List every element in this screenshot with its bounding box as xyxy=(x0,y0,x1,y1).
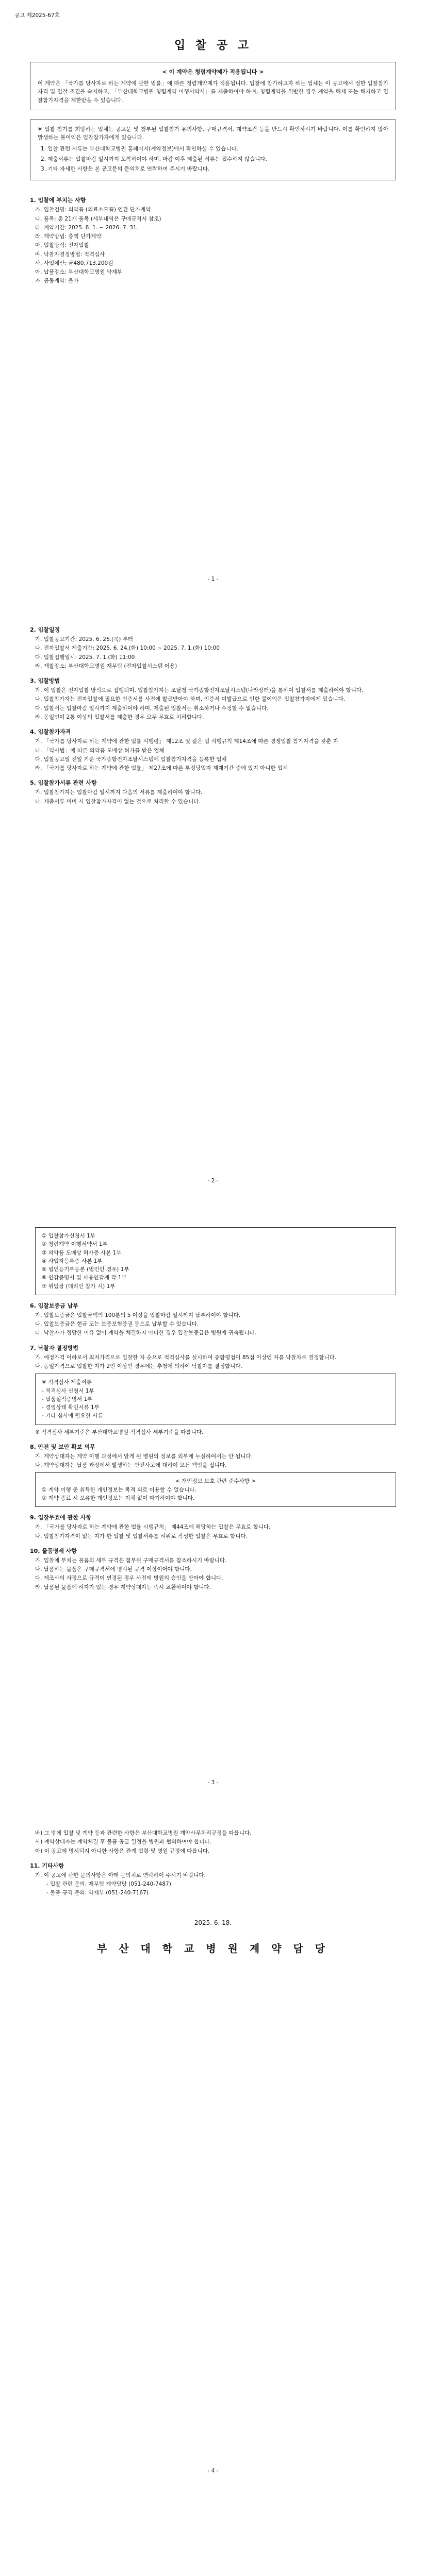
qualification-document-item: - 기타 심사에 필요한 서류 xyxy=(42,1413,103,1419)
section-2-heading: 2. 입찰일정 xyxy=(30,626,60,633)
section-7-item: 나. 동일가격으로 입찰한 자가 2인 이상인 경우에는 추첨에 의하여 낙찰자를 결정합니다. xyxy=(35,1363,242,1370)
section-8-item: 가. 계약상대자는 계약 이행 과정에서 알게 된 병원의 정보를 외부에 누설하여서는 안 됩니다. xyxy=(35,1453,253,1460)
section-9 xyxy=(30,1513,396,1540)
document-number: 공고 제2025-67호 xyxy=(14,12,60,19)
issuer-signature: 부 산 대 학 교 병 원 계 약 담 당 xyxy=(96,1942,330,1955)
section-1-item: 아. 납품장소: 부산대학교병원 약제부 xyxy=(35,269,123,276)
section-4-item: 가. 「국가를 당사자로 하는 계약에 관한 법률 시행령」 제12조 및 같은 법 시행규칙 제14조에 따른 경쟁입찰 참가자격을 갖춘 자 xyxy=(35,738,338,745)
info-item: 1. 입찰 관련 서류는 부산대학교병원 홈페이지(계약정보)에서 확인하실 수 있습니다. xyxy=(41,146,238,152)
section-5 xyxy=(30,778,396,806)
required-document-item: ④ 사업자등록증 사본 1부 xyxy=(42,1258,103,1264)
section-1-heading: 1. 입찰에 부치는 사항 xyxy=(30,197,86,204)
page-number: - 1 - xyxy=(207,575,219,582)
section-7 xyxy=(30,1344,396,1436)
required-document-item: ⑤ 법인등기부등본 (법인인 경우) 1부 xyxy=(42,1266,129,1273)
privacy-rule-item: ② 계약 종료 시 보유한 개인정보는 지체 없이 파기하여야 합니다. xyxy=(42,1495,195,1501)
section-3-item: 라. 동일인이 2통 이상의 입찰서를 제출한 경우 모두 무효로 처리합니다. xyxy=(35,714,204,720)
info-item: 2. 제출서류는 입찰마감 일시까지 도착하여야 하며, 마감 이후 제출된 서류는 접수하지 않습니다. xyxy=(41,156,267,162)
section-5-heading: 5. 입찰참가서류 관련 사항 xyxy=(30,779,97,787)
section-6-item: 다. 낙찰자가 정당한 이유 없이 계약을 체결하지 아니한 경우 입찰보증금은 병원에 귀속됩니다. xyxy=(35,1330,256,1336)
section-10-heading: 10. 물품명세 사항 xyxy=(30,1547,77,1554)
section-8-heading: 8. 안전 및 보안 확보 의무 xyxy=(30,1443,95,1450)
qualification-document-item: - 경영상태 확인서류 1부 xyxy=(42,1404,100,1411)
section-3 xyxy=(30,676,396,721)
document-page-3 xyxy=(0,1204,426,1805)
section-continued xyxy=(30,1829,396,1855)
bidding-info-box xyxy=(30,120,396,180)
required-document-item: ③ 의약품 도매상 허가증 사본 1부 xyxy=(42,1249,122,1256)
required-documents-box xyxy=(35,1227,396,1295)
document-page-2 xyxy=(0,602,426,1204)
integrity-notice-heading: < 이 계약은 청렴계약제가 적용됩니다 > xyxy=(162,69,264,76)
announcement-date: 2025. 6. 18. xyxy=(194,1919,232,1926)
section-10-item: 라. 납품된 물품에 하자가 있는 경우 계약상대자는 즉시 교환하여야 합니다. xyxy=(35,1584,211,1590)
page-number: - 2 - xyxy=(207,1177,219,1184)
qualification-document-item: - 적격심사 신청서 1부 xyxy=(42,1387,94,1394)
section-2-item: 다. 입찰집행일시: 2025. 7. 1.(화) 11:00 xyxy=(35,654,135,660)
section-6-item: 나. 입찰보증금은 현금 또는 보증보험증권 등으로 납부할 수 있습니다. xyxy=(35,1321,199,1328)
section-6-item: 가. 입찰보증금은 입찰금액의 100분의 5 이상을 입찰마감 일시까지 납부하여야 합니다. xyxy=(35,1312,241,1318)
section-3-heading: 3. 입찰방법 xyxy=(30,677,60,685)
section-1-item: 마. 입찰방식: 전자입찰 xyxy=(35,242,89,249)
section-9-item: 나. 입찰참가자격이 없는 자가 한 입찰 및 입찰서류를 허위로 작성한 입찰은 무효로 합니다. xyxy=(35,1533,248,1539)
section-9-heading: 9. 입찰무효에 관한 사항 xyxy=(30,1514,91,1521)
section-9-item: 가. 「국가를 당사자로 하는 계약에 관한 법률 시행규칙」 제44조에 해당하는 입찰은 무효로 합니다. xyxy=(35,1524,271,1531)
section-6-heading: 6. 입찰보증금 납부 xyxy=(30,1302,78,1309)
continued-item: 아) 이 공고에 명시되지 아니한 사항은 관계 법령 및 병원 규정에 따릅니다. xyxy=(35,1848,210,1854)
section-8-item: 나. 계약상대자는 납품 과정에서 발생하는 안전사고에 대하여 모든 책임을 집니다. xyxy=(35,1462,227,1469)
privacy-rule-item: < 개인정보 보호 관련 준수사항 > xyxy=(175,1478,256,1485)
integrity-notice-text: 이 계약은 「국가를 당사자로 하는 계약에 관한 법률」에 따른 청렴계약제가 적용됩니다. 입찰에 참가하고자 하는 업체는 이 공고에서 정한 입찰참가자격 및 입찰 조건을 숙지하고, 「부산대학교병원 청렴계약 이행서약서」를 제출하여야 하며, 청렴계약을 위반한 경우 계약을 해제 또는 해지하고 입찰참가자격을 제한받을 수 있습니다. xyxy=(38,80,388,104)
section-7-note: ※ 적격심사 세부기준은 부산대학교병원 적격심사 세부기준을 따릅니다. xyxy=(35,1429,204,1435)
section-7-heading: 7. 낙찰자 결정방법 xyxy=(30,1344,78,1351)
document-page-1 xyxy=(0,0,426,602)
page-number: - 3 - xyxy=(207,1779,219,1786)
section-4 xyxy=(30,727,396,772)
section-1-item: 바. 낙찰자결정방법: 적격심사 xyxy=(35,251,105,258)
qualification-document-item: ※ 적격심사 제출서류 xyxy=(42,1379,92,1386)
section-4-heading: 4. 입찰참가자격 xyxy=(30,728,71,736)
qualification-document-item: - 납품실적증명서 1부 xyxy=(42,1396,93,1402)
section-1-item: 나. 품목: 총 21개 품목 (세부내역은 구매규격서 참조) xyxy=(35,215,161,222)
section-2-item: 라. 개찰장소: 부산대학교병원 재무팀 (전자입찰시스템 이용) xyxy=(35,663,177,669)
continued-item: 바) 그 밖에 입찰 및 계약 등과 관련한 사항은 부산대학교병원 계약사무처리규정을 따릅니다. xyxy=(35,1830,252,1836)
section-7-item: 가. 예정가격 이하로서 최저가격으로 입찰한 자 순으로 적격심사를 실시하여 종합평점이 85점 이상인 자를 낙찰자로 결정합니다. xyxy=(35,1354,337,1361)
section-1 xyxy=(30,196,396,285)
bidding-info-text: ※ 입찰 참가를 희망하는 업체는 공고문 및 첨부된 입찰참가 유의사항, 구매규격서, 계약조건 등을 반드시 확인하시기 바랍니다. 이를 확인하지 않아 발생하는 불이익은 입찰참가자에게 있습니다. xyxy=(38,126,388,141)
section-2-item: 나. 전자입찰서 제출기간: 2025. 6. 24.(화) 10:00 ~ 2025. 7. 1.(화) 10:00 xyxy=(35,645,220,652)
required-document-item: ② 청렴계약 이행서약서 1부 xyxy=(42,1241,108,1248)
section-11-item: - 입찰 관련 문의: 재무팀 계약담당 (051-240-7487) xyxy=(46,1881,171,1888)
required-document-item: ⑦ 위임장 (대리인 참가 시) 1부 xyxy=(42,1283,116,1290)
privacy-rules-box xyxy=(35,1472,396,1507)
section-3-item: 나. 입찰참가자는 전자입찰에 필요한 인증서를 사전에 발급받아야 하며, 인증서 미발급으로 인한 불이익은 입찰참가자에게 있습니다. xyxy=(35,696,346,703)
section-1-item: 다. 계약기간: 2025. 8. 1. ~ 2026. 7. 31. xyxy=(35,224,138,231)
section-10 xyxy=(30,1547,396,1591)
section-6 xyxy=(30,1301,396,1337)
section-3-item: 다. 입찰서는 입찰마감 일시까지 제출하여야 하며, 제출된 입찰서는 취소하거나 수정할 수 없습니다. xyxy=(35,705,269,711)
section-4-item: 다. 입찰공고일 전일 기준 국가종합전자조달시스템에 입찰참가자격을 등록한 업체 xyxy=(35,756,227,762)
section-1-item: 사. 사업예산: 금480,713,200원 xyxy=(35,260,113,266)
section-4-item: 라. 「국가를 당사자로 하는 계약에 관한 법률」 제27조에 따른 부정당업자 제재기간 중에 있지 아니한 업체 xyxy=(35,765,288,772)
section-4-item: 나. 「약사법」에 따른 의약품 도매상 허가를 받은 업체 xyxy=(35,747,165,754)
info-item: 3. 기타 자세한 사항은 본 공고문의 문의처로 연락하여 주시기 바랍니다. xyxy=(41,166,210,172)
privacy-rule-item: ① 계약 이행 중 취득한 개인정보는 목적 외로 이용할 수 없습니다. xyxy=(42,1486,196,1493)
section-11-item: 가. 이 공고에 관한 문의사항은 아래 문의처로 연락하여 주시기 바랍니다. xyxy=(35,1872,206,1878)
page-number: - 4 - xyxy=(207,2467,219,2474)
section-10-item: 나. 납품하는 물품은 구매규격서에 명시된 규격 이상이어야 합니다. xyxy=(35,1566,192,1573)
section-1-item: 라. 계약방법: 총액 단가계약 xyxy=(35,233,102,240)
section-2 xyxy=(30,625,396,670)
integrity-notice-box xyxy=(30,62,396,110)
section-2-item: 가. 입찰공고기간: 2025. 6. 26.(목) 부터 xyxy=(35,636,133,643)
qualification-documents-box xyxy=(35,1374,396,1425)
required-document-item: ① 입찰참가신청서 1부 xyxy=(42,1233,95,1239)
page-title: 입 찰 공 고 xyxy=(174,39,252,52)
section-5-item: 가. 입찰참가자는 입찰마감 일시까지 다음의 서류를 제출하여야 합니다. xyxy=(35,789,203,796)
section-11-item: - 물품 규격 문의: 약제부 (051-240-7167) xyxy=(46,1890,149,1896)
section-3-item: 가. 이 입찰은 전자입찰 방식으로 집행되며, 입찰참가자는 조달청 국가종합전자조달시스템(나라장터)을 통하여 입찰서를 제출하여야 합니다. xyxy=(35,687,364,694)
section-8 xyxy=(30,1443,396,1507)
section-1-item: 가. 입찰건명: 의약품 (의료소모품) 연간 단가계약 xyxy=(35,207,151,213)
section-5-item: 나. 제출서류 미비 시 입찰참가자격이 없는 것으로 처리할 수 있습니다. xyxy=(35,798,201,805)
section-10-item: 가. 입찰에 부치는 물품의 세부 규격은 첨부된 구매규격서를 참조하시기 바랍니다. xyxy=(35,1557,227,1564)
section-11-heading: 11. 기타사항 xyxy=(30,1862,64,1869)
section-10-item: 다. 제조사의 사정으로 규격이 변경된 경우 사전에 병원의 승인을 받아야 합니다. xyxy=(35,1575,223,1582)
required-document-item: ⑥ 인감증명서 및 사용인감계 각 1부 xyxy=(42,1275,127,1281)
section-1-item: 자. 공동계약: 불가 xyxy=(35,278,79,284)
section-11 xyxy=(30,1861,396,1897)
continued-item: 사) 계약상대자는 계약체결 후 물품 공급 일정을 병원과 협의하여야 합니다. xyxy=(35,1839,211,1845)
document-page-4 xyxy=(0,1805,426,2494)
